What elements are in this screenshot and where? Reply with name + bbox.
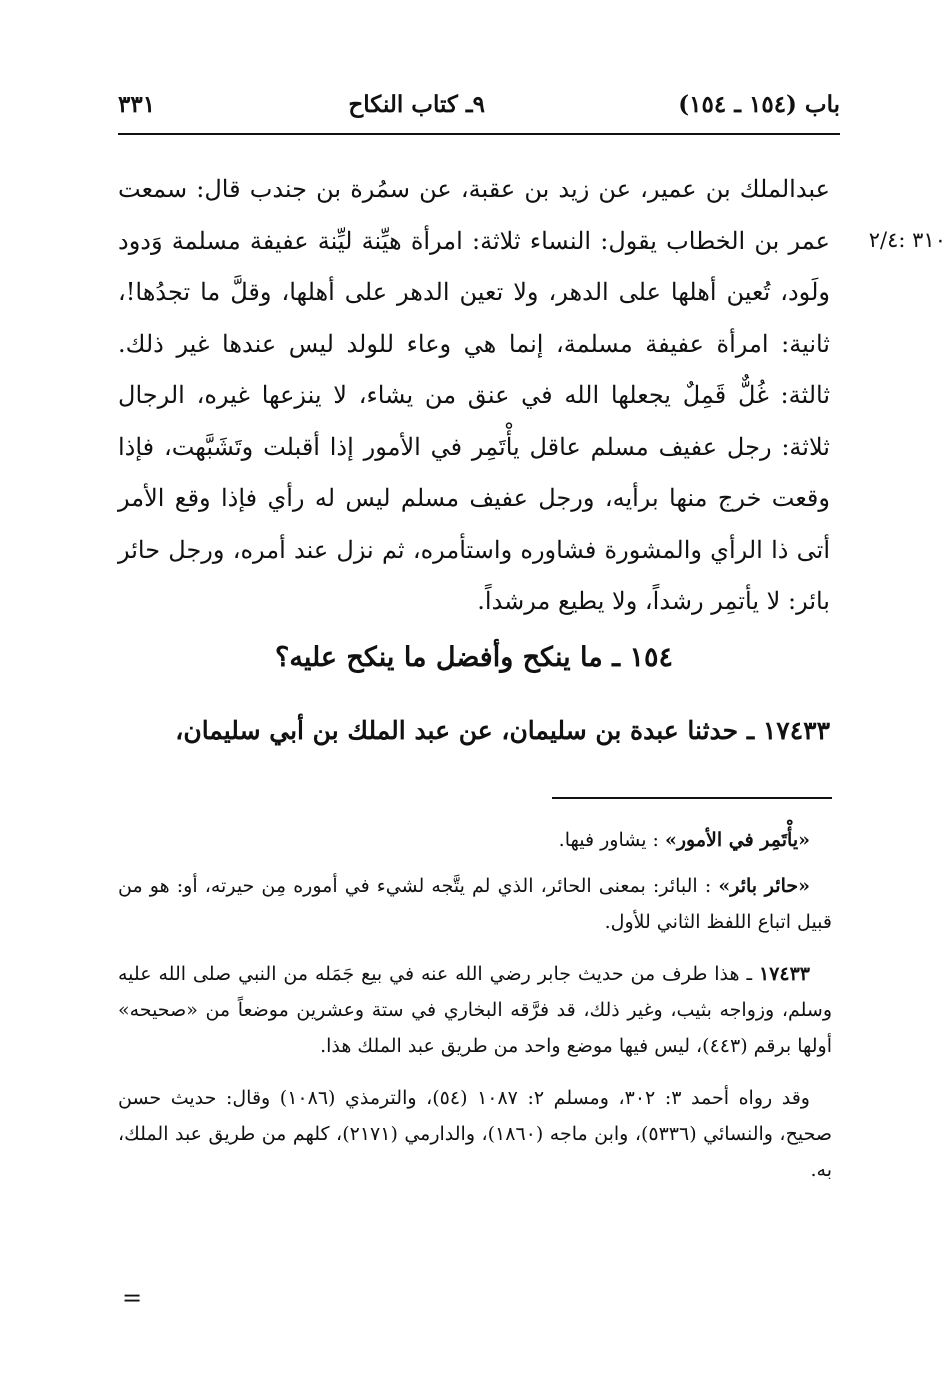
main-text-paragraph bbox=[118, 164, 830, 628]
footnote bbox=[118, 822, 832, 858]
text-line: فإذا وقع الأمر أتى ذا الرأي والمشورة فشاوره واستأمره، ثم نزل عند bbox=[118, 484, 830, 564]
footnote-separator bbox=[552, 797, 832, 799]
footnote-text: ـ هذا طرف من حديث جابر رضي الله عنه في بيع جَمَله من النبي صلى الله عليه وسلم، وزواجه بثيب، وغير ذلك، قد فرَّقه البخاري في ستة وعشرين موضعاً من «صحيحه» أولها برقم (٤٤٣)، ليس فيها موضع واحد من طريق عبد الملك هذا. bbox=[118, 963, 832, 1057]
text-line: سمعت عمر بن الخطاب يقول: النساء ثلاثة: امرأة هيِّنة ليِّنة عفيفة مسلمة bbox=[118, 175, 830, 255]
footnote-number: ١٧٤٣٣ bbox=[758, 963, 810, 985]
page-number: ٣٣١ bbox=[118, 90, 156, 118]
footnote bbox=[118, 1080, 832, 1188]
footnotes bbox=[118, 822, 832, 1204]
running-header bbox=[118, 86, 840, 122]
hadith-entry bbox=[118, 716, 830, 745]
header-rule bbox=[118, 133, 840, 135]
footnote-term: «يأْتَمِر في الأمور» bbox=[664, 829, 810, 851]
footnote-text: : البائر: بمعنى الحائر، الذي لم يتَّجه لشيء في أموره مِن حيرته، أو: هو من قبيل اتباع اللفظ الثاني للأول. bbox=[118, 875, 832, 933]
text-line: وتَشَبَّهت، فإذا وقعت خرج منها برأيه، ورجل عفيف مسلم ليس له رأي bbox=[118, 432, 830, 512]
text-line: تجدُها!، ثانية: امرأة عفيفة مسلمة، إنما هي وعاء للولد ليس عندها غير bbox=[118, 278, 830, 358]
footnote bbox=[118, 868, 832, 940]
text-line: ذلك. ثالثة: غُلٌّ قَمِلٌ يجعلها الله في عنق من يشاء، لا ينزعها غيره، bbox=[118, 329, 830, 409]
footnote-text: وقد رواه أحمد ٣: ٣٠٢، ومسلم ٢: ١٠٨٧ (٥٤)، والترمذي (١٠٨٦) وقال: حديث حسن صحيح، والنسائي (٥٣٣٦)، وابن ماجه (١٨٦٠)، والدارمي (٢١٧١)، كلهم من طريق عبد الملك، به. bbox=[118, 1087, 832, 1181]
continuation-mark: = bbox=[122, 1284, 143, 1312]
text-line: وَدود ولَود، تُعين أهلها على الدهر، ولا تعين الدهر على أهلها، وقلَّ ما bbox=[118, 226, 830, 306]
hadith-text: ـ حدثنا عبدة بن سليمان، عن عبد الملك بن أبي سليمان، bbox=[175, 716, 763, 745]
header-book-title: ٩ـ كتاب النكاح bbox=[348, 90, 485, 118]
chapter-heading: ١٥٤ ـ ما ينكح وأفضل ما ينكح عليه؟ bbox=[275, 642, 673, 673]
hadith-number: ١٧٤٣٣ bbox=[762, 716, 830, 745]
main-text bbox=[118, 164, 830, 628]
footnote-text: : يشاور فيها. bbox=[558, 829, 659, 851]
footnote bbox=[118, 956, 832, 1064]
text-line: أمره، ورجل حائر بائر: لا يأتمِر رشداً، ولا يطيع مرشداً. bbox=[118, 535, 830, 615]
footnote-term: «حائر بائر» bbox=[718, 875, 810, 897]
header-chapter-range: باب (١٥٤ ـ ١٥٤) bbox=[678, 90, 840, 118]
text-line: عبدالملك بن عمير، عن زيد بن عقبة، عن سمُرة بن جندب قال: bbox=[196, 175, 830, 203]
margin-reference: ٣١٠ :٢/٤ bbox=[868, 228, 946, 252]
text-line: الرجال ثلاثة: رجل عفيف مسلم عاقل يأْتَمِر في الأمور إذا أقبلت bbox=[118, 381, 830, 461]
